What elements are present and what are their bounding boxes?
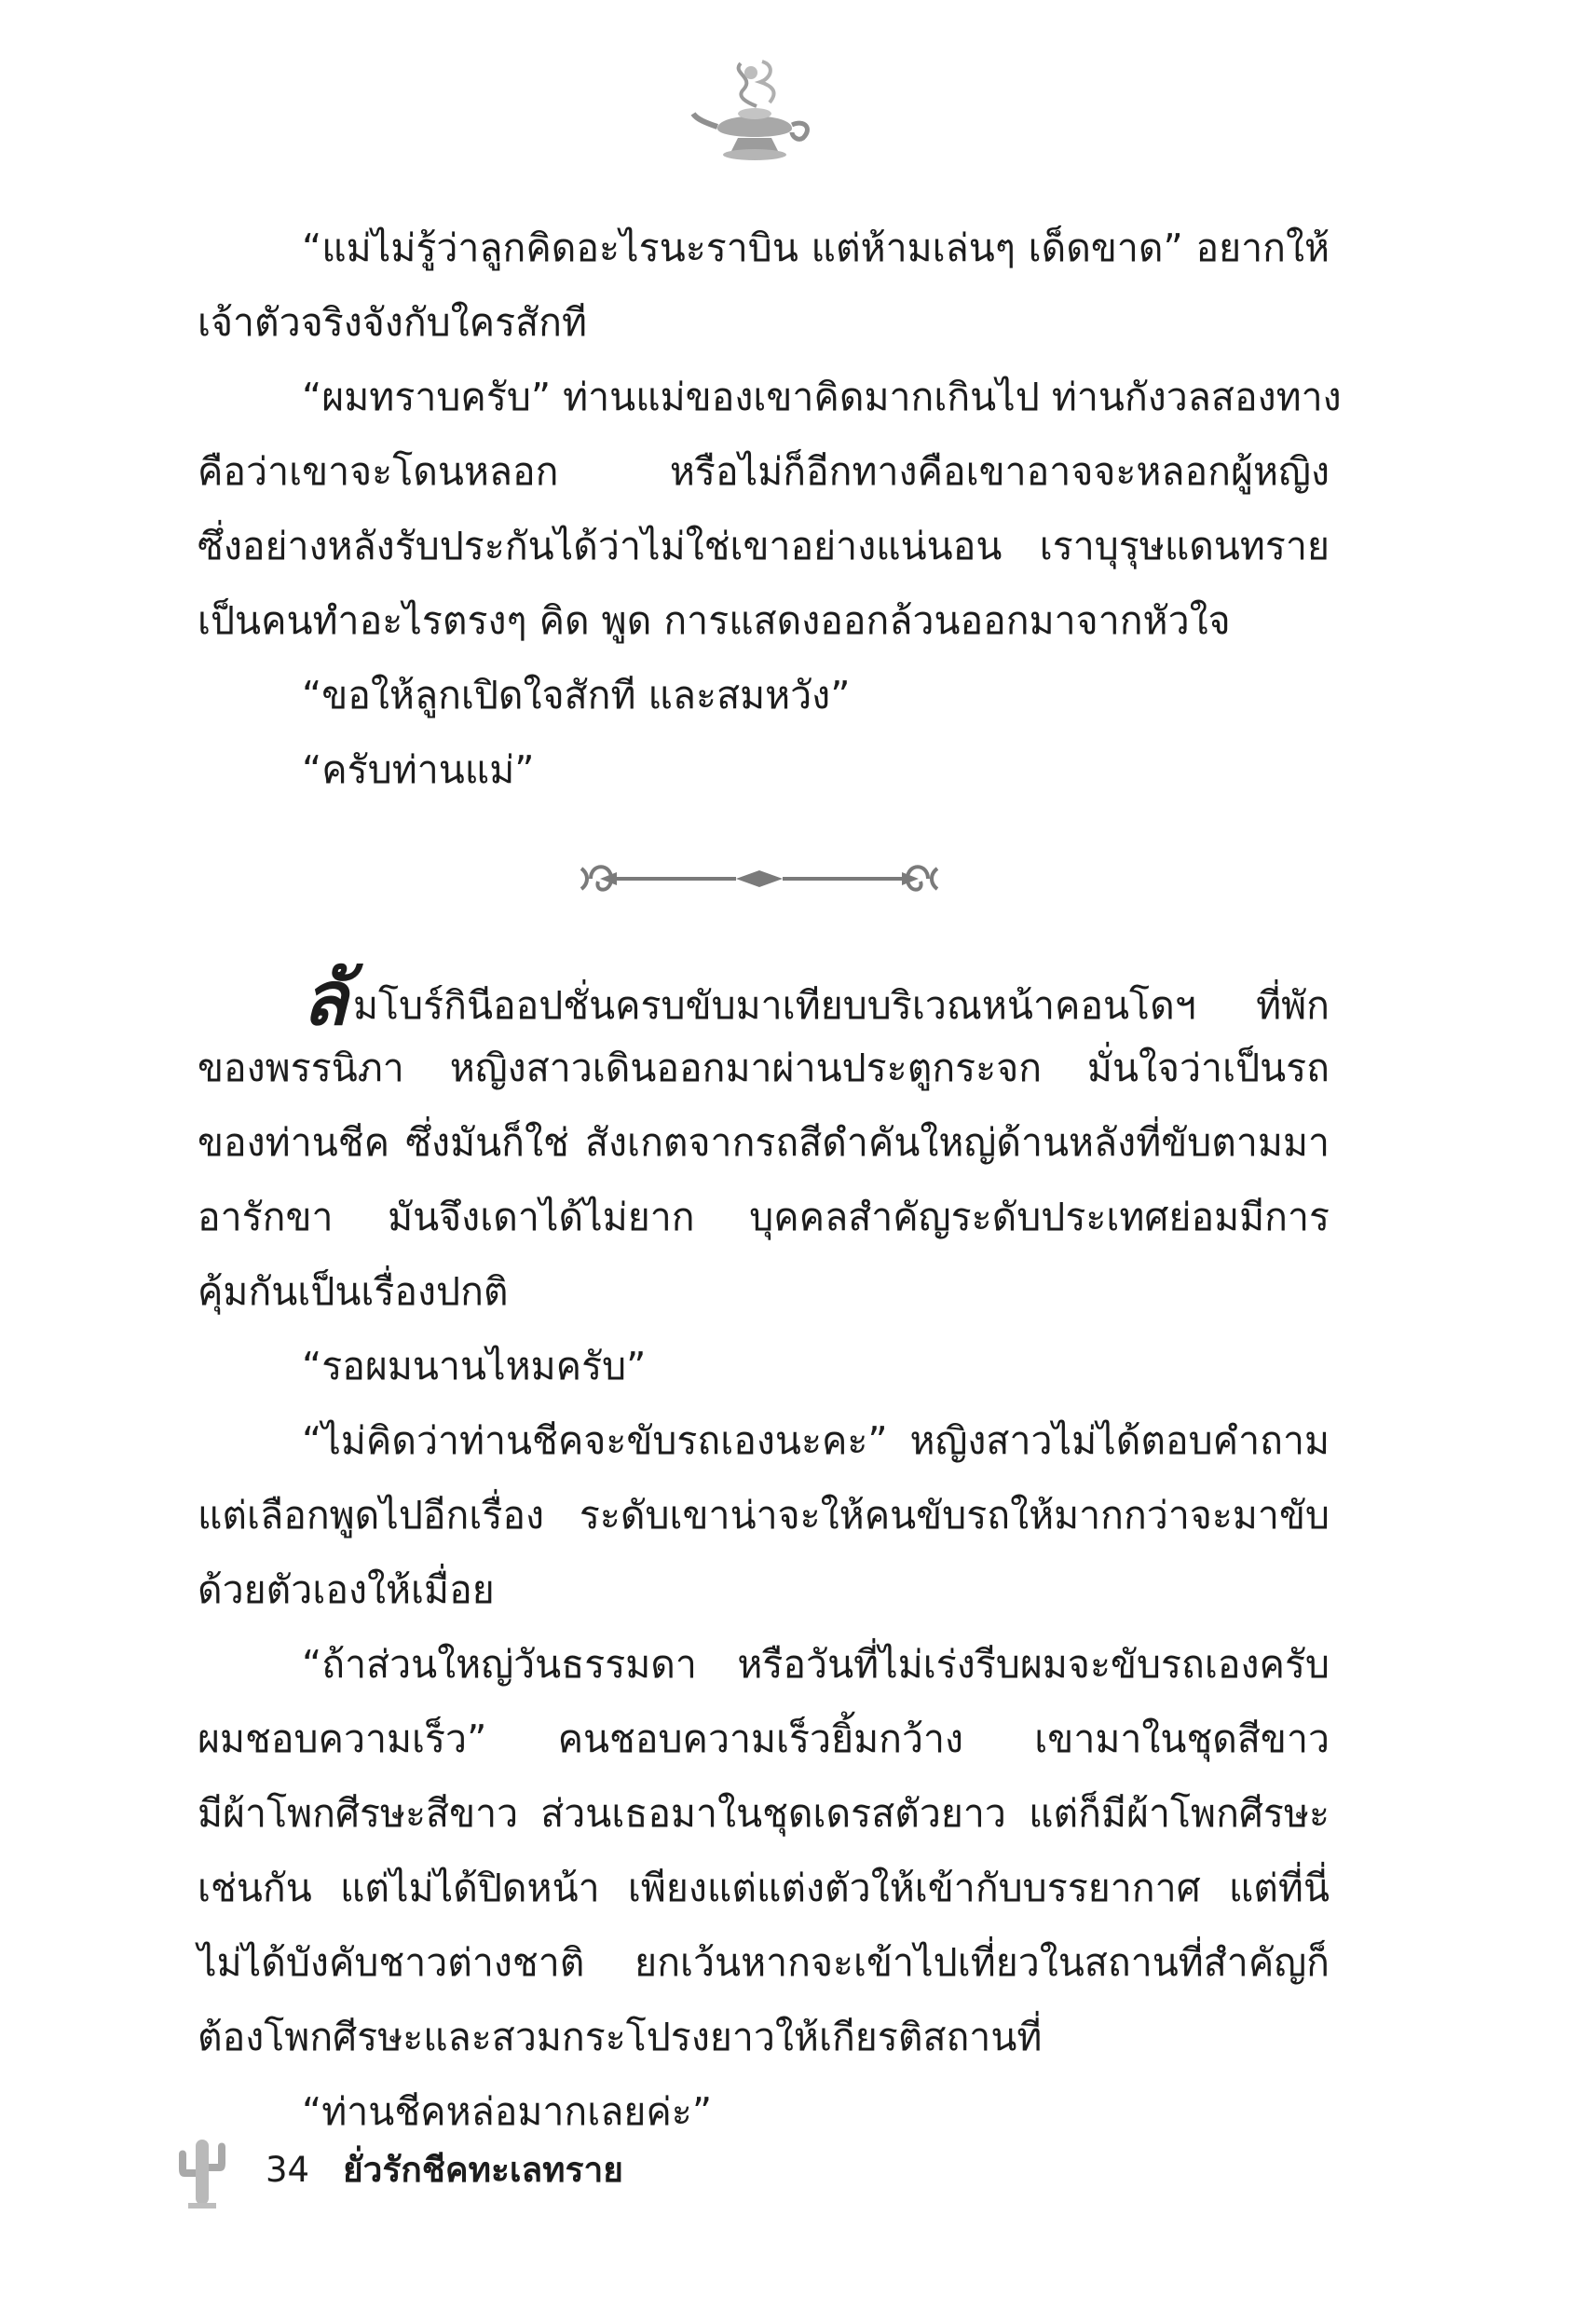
paragraph-line: “ไม่คิดว่าท่านชีคจะขับรถเองนะคะ” หญิงสาวไม่ได้ตอบคำถาม xyxy=(302,1418,1330,1463)
genie-lamp-ornament xyxy=(689,54,820,166)
paragraph-line: ซึ่งอย่างหลังรับประกันได้ว่าไม่ใช่เขาอย่างแน่นอน เราบุรุษแดนทราย xyxy=(198,524,1330,568)
paragraph-line: “ผมทราบครับ” ท่านแม่ของเขาคิดมากเกินไป ท่านกังวลสองทาง xyxy=(302,375,1342,419)
paragraph-line: “ท่านชีคหล่อมากเลยค่ะ” xyxy=(302,2089,713,2134)
paragraph-line: “รอผมนานไหมครับ” xyxy=(302,1344,647,1388)
drop-cap: ลั xyxy=(302,955,348,1042)
paragraph-line: เป็นคนทำอะไรตรงๆ คิด พูด การแสดงออกล้วนออกมาจากหัวใจ xyxy=(198,598,1231,643)
paragraph-text: มโบร์กินีออปชั่นครบขับมาเทียบบริเวณหน้าคอนโดฯ ที่พัก xyxy=(353,983,1330,1028)
paragraph-line: ด้วยตัวเองให้เมื่อย xyxy=(198,1567,495,1612)
paragraph-line: ของท่านชีค ซึ่งมันก็ใช่ สังเกตจากรถสีดำคันใหญ่ด้านหลังที่ขับตามมา xyxy=(198,1120,1330,1165)
book-title: ยั่วรักชีคทะเลทราย xyxy=(343,2150,623,2190)
paragraph-line: ผมชอบความเร็ว” คนชอบความเร็วยิ้มกว้าง เขามาในชุดสีขาว xyxy=(198,1716,1330,1761)
page-number: 34 xyxy=(266,2150,310,2190)
paragraph-line: คุ้มกันเป็นเรื่องปกติ xyxy=(198,1269,509,1314)
paragraph-line: แต่เลือกพูดไปอีกเรื่อง ระดับเขาน่าจะให้คนขับรถให้มากกว่าจะมาขับ xyxy=(198,1493,1330,1538)
paragraph-line: “แม่ไม่รู้ว่าลูกคิดอะไรนะราบิน แต่ห้ามเล่นๆ เด็ดขาด” อยากให้ xyxy=(302,226,1330,270)
paragraph-line-with-dropcap xyxy=(302,955,1330,1042)
paragraph-line: ของพรรนิภา หญิงสาวเดินออกมาผ่านประตูกระจก มั่นใจว่าเป็นรถ xyxy=(198,1046,1330,1090)
paragraph-line: อารักขา มันจึงเดาได้ไม่ยาก บุคคลสำคัญระดับประเทศย่อมมีการ xyxy=(198,1195,1330,1239)
paragraph-line: คือว่าเขาจะโดนหลอก หรือไม่ก็อีกทางคือเขาอาจจะหลอกผู้หญิง xyxy=(198,449,1330,494)
paragraph-line: ไม่ได้บังคับชาวต่างชาติ ยกเว้นหากจะเข้าไปเที่ยวในสถานที่สำคัญก็ xyxy=(198,1940,1330,1985)
cactus-icon xyxy=(173,2134,231,2210)
paragraph-line: เช่นกัน แต่ไม่ได้ปิดหน้า เพียงแต่แต่งตัวให้เข้ากับบรรยากาศ แต่ที่นี่ xyxy=(198,1866,1330,1910)
paragraph-line: มีผ้าโพกศีรษะสีขาว ส่วนเธอมาในชุดเดรสตัวยาว แต่ก็มีผ้าโพกศีรษะ xyxy=(198,1791,1330,1836)
paragraph-line: เจ้าตัวจริงจังกับใครสักที xyxy=(198,300,588,345)
section-divider-ornament xyxy=(578,850,941,908)
paragraph-line: “ขอให้ลูกเปิดใจสักที และสมหวัง” xyxy=(302,673,851,718)
paragraph-line: ต้องโพกศีรษะและสวมกระโปรงยาวให้เกียรติสถานที่ xyxy=(198,2015,1043,2059)
paragraph-line: “ถ้าส่วนใหญ่วันธรรมดา หรือวันที่ไม่เร่งรีบผมจะขับรถเองครับ xyxy=(302,1642,1330,1687)
paragraph-line: “ครับท่านแม่” xyxy=(302,747,535,792)
